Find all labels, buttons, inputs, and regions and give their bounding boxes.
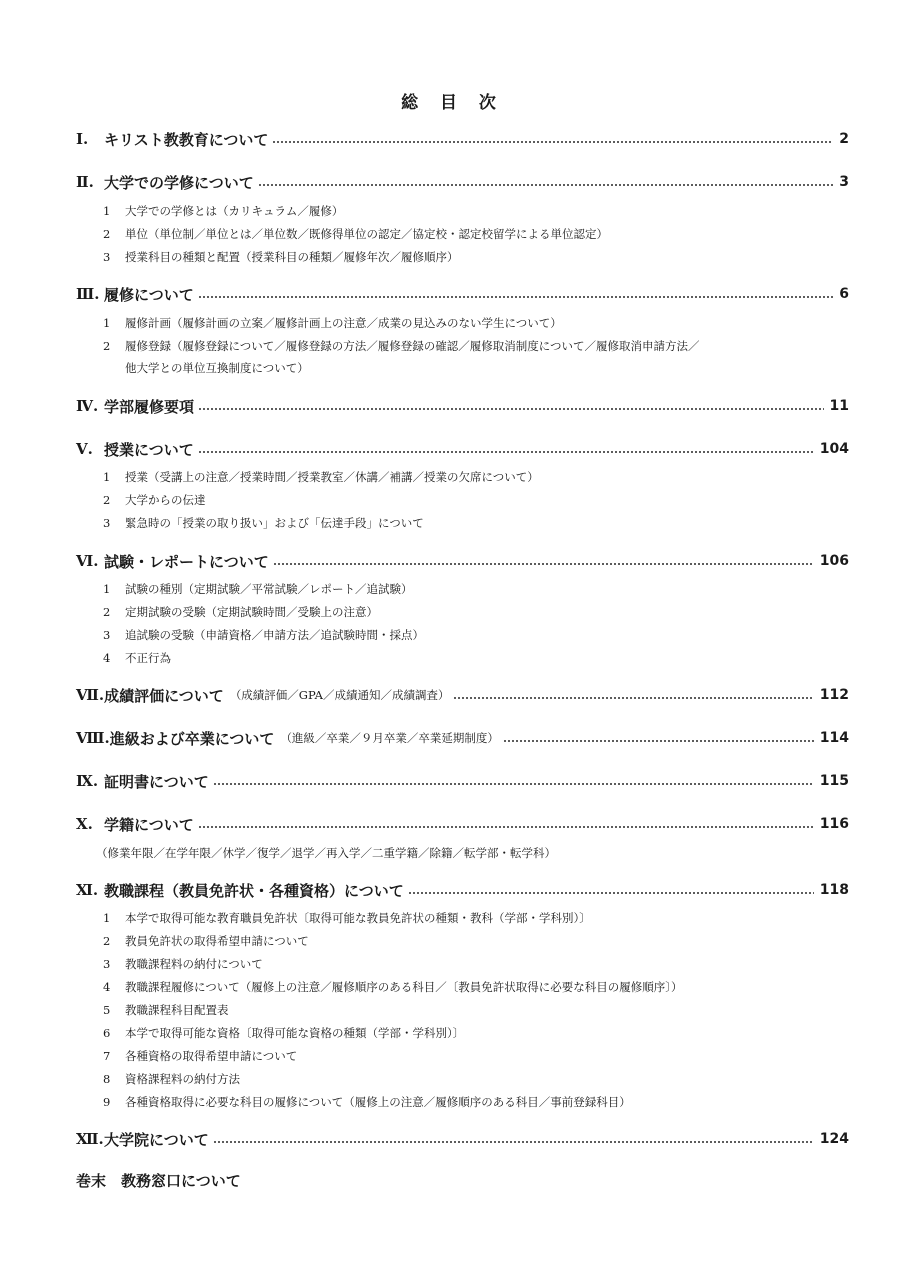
subitem-text: 履修登録（履修登録について／履修登録の方法／履修登録の確認／履修取消制度について／履修取消申請方法／ <box>125 339 700 353</box>
page-title: 総 目 次 <box>401 93 504 113</box>
section-number: Ⅺ. <box>76 881 99 899</box>
subitem-number: 2 <box>103 339 111 353</box>
dot-leader <box>272 141 833 143</box>
toc-section-7[interactable] <box>76 684 849 706</box>
subitem-number: 1 <box>103 316 111 330</box>
subitem-text: 追試験の受験（申請資格／申請方法／追試験時間・採点） <box>125 628 424 642</box>
section-title: 履修について <box>104 285 194 304</box>
toc-subitem <box>103 202 343 220</box>
subitem-number: 8 <box>103 1072 111 1086</box>
page-number: 2 <box>839 131 849 147</box>
subitem-text: 本学で取得可能な資格〔取得可能な資格の種類（学部・学科別）〕 <box>125 1026 465 1040</box>
section-number: Ⅱ. <box>76 173 94 191</box>
appendix-heading: 巻末 教務窓口について <box>76 1172 241 1190</box>
dot-leader <box>198 451 814 453</box>
section-subtitle: （進級／卒業／９月卒業／卒業延期制度） <box>280 731 499 745</box>
subitem-text: 授業科目の種類と配置（授業科目の種類／履修年次／履修順序） <box>125 250 459 264</box>
toc-subitem <box>103 626 424 644</box>
toc-section-8[interactable] <box>76 727 849 749</box>
subitem-number: 9 <box>103 1095 111 1109</box>
dot-leader <box>198 408 824 410</box>
toc-section-2[interactable] <box>76 171 849 193</box>
subitem-number: 4 <box>103 651 111 665</box>
subitem-text: 教職課程履修について（履修上の注意／履修順序のある科目／〔教員免許状取得に必要な科目の履修順序〕） <box>125 980 683 994</box>
subitem-text: 単位（単位制／単位とは／単位数／既修得単位の認定／協定校・認定校留学による単位認定） <box>125 227 608 241</box>
subitem-text: 本学で取得可能な教育職員免許状〔取得可能な教員免許状の種類・教科（学部・学科別）〕 <box>125 911 591 925</box>
page-number: 3 <box>839 174 849 190</box>
page-number: 118 <box>819 882 849 898</box>
subitem-text: 各種資格の取得希望申請について <box>125 1049 298 1063</box>
section-title: 学籍について <box>104 815 194 834</box>
toc-subitem <box>103 978 683 996</box>
dot-leader <box>453 697 813 699</box>
toc-subitem <box>103 1001 229 1019</box>
toc-subitem <box>103 580 413 598</box>
toc-subitem <box>103 1047 297 1065</box>
dot-leader <box>198 826 814 828</box>
section-title: 試験・レポートについて <box>104 552 269 571</box>
section-number: Ⅵ. <box>76 552 99 570</box>
section-title: 成績評価について <box>104 686 224 705</box>
subitem-text: 大学からの伝達 <box>125 493 206 507</box>
section-number: Ⅸ. <box>76 772 99 790</box>
subitem-text: 各種資格取得に必要な科目の履修について（履修上の注意／履修順序のある科目／事前登録科目） <box>125 1095 631 1109</box>
dot-leader <box>198 296 834 298</box>
toc-subitem <box>103 514 424 532</box>
subitem-text: 試験の種別（定期試験／平常試験／レポート／追試験） <box>125 582 413 596</box>
toc-subitem <box>103 314 562 332</box>
subitem-number: 1 <box>103 204 111 218</box>
subitem-text: 資格課程料の納付方法 <box>125 1072 240 1086</box>
page-number: 124 <box>819 1131 849 1147</box>
section-title: 大学での学修について <box>104 173 254 192</box>
dot-leader <box>213 1141 814 1143</box>
subitem-text: 教職課程料の納付について <box>125 957 263 971</box>
subitem-number: 4 <box>103 980 111 994</box>
subitem-number: 3 <box>103 516 111 530</box>
toc-subitem <box>103 955 263 973</box>
dot-leader <box>213 783 814 785</box>
subitem-text: 履修計画（履修計画の立案／履修計画上の注意／成業の見込みのない学生について） <box>125 316 562 330</box>
subitem-number: 2 <box>103 227 111 241</box>
subitem-number: 5 <box>103 1003 111 1017</box>
subitem-text: 緊急時の「授業の取り扱い」および「伝達手段」について <box>125 516 424 530</box>
toc-subitem <box>103 468 539 486</box>
toc-subitem <box>103 337 700 355</box>
dot-leader <box>273 563 814 565</box>
section-title: 教職課程（教員免許状・各種資格）について <box>104 881 404 900</box>
toc-section-10[interactable] <box>76 813 849 835</box>
toc-subitem <box>103 248 459 266</box>
subitem-number: 2 <box>103 605 111 619</box>
dot-leader <box>408 892 814 894</box>
toc-subitem <box>103 932 309 950</box>
section-subtitle: （成績評価／GPA／成績通知／成績調査） <box>229 688 450 702</box>
gakuseki-note: （修業年限／在学年限／休学／復学／退学／再入学／二重学籍／除籍／転学部・転学科） <box>96 846 556 860</box>
toc-subitem <box>103 909 591 927</box>
toc-subitem <box>103 1024 464 1042</box>
toc-subitem <box>103 603 378 621</box>
toc-section-11[interactable] <box>76 879 849 901</box>
section-title: 授業について <box>104 440 194 459</box>
subitem-number: 1 <box>103 911 111 925</box>
toc-subitem-continuation <box>103 359 309 377</box>
subitem-text: 大学での学修とは（カリキュラム／履修） <box>125 204 344 218</box>
subitem-number: 1 <box>103 582 111 596</box>
toc-subitem <box>103 1093 631 1111</box>
subitem-number: 3 <box>103 628 111 642</box>
section-title: 進級および卒業について <box>109 729 275 748</box>
subitem-number: 6 <box>103 1026 111 1040</box>
section-title: 証明書について <box>104 772 209 791</box>
section-number: Ⅷ. <box>76 729 110 747</box>
toc-section-12[interactable] <box>76 1128 849 1150</box>
subitem-text: 他大学との単位互換制度について） <box>125 361 309 375</box>
subitem-text: 定期試験の受験（定期試験時間／受験上の注意） <box>125 605 378 619</box>
page-number: 112 <box>819 687 849 703</box>
toc-subitem <box>103 649 171 667</box>
section-number: Ⅻ. <box>76 1130 104 1148</box>
page-number: 11 <box>829 398 849 414</box>
toc-section-1[interactable] <box>76 128 849 150</box>
page-number: 114 <box>819 730 849 746</box>
subitem-text: 授業（受講上の注意／授業時間／授業教室／休講／補講／授業の欠席について） <box>125 470 539 484</box>
section-number: Ⅹ. <box>76 815 93 833</box>
subitem-text: 不正行為 <box>125 651 171 665</box>
section-number: Ⅶ. <box>76 686 105 704</box>
toc-subitem <box>103 1070 240 1088</box>
subitem-number: 2 <box>103 934 111 948</box>
toc-section-4[interactable] <box>76 395 849 417</box>
toc-subitem <box>103 225 608 243</box>
toc-section-6[interactable] <box>76 550 849 572</box>
toc-section-9[interactable] <box>76 770 849 792</box>
section-title: キリスト教教育について <box>104 130 269 149</box>
section-title: 大学院について <box>104 1130 209 1149</box>
subitem-number: 2 <box>103 493 111 507</box>
subitem-number: 3 <box>103 250 111 264</box>
page-number: 104 <box>819 441 849 457</box>
subitem-number: 3 <box>103 957 111 971</box>
dot-leader <box>258 184 834 186</box>
page-number: 115 <box>819 773 849 789</box>
subitem-number: 7 <box>103 1049 111 1063</box>
toc-subitem <box>103 491 206 509</box>
page-number: 6 <box>839 286 849 302</box>
subitem-number: 1 <box>103 470 111 484</box>
dot-leader <box>503 740 814 742</box>
section-number: Ⅴ. <box>76 440 93 458</box>
page-number: 106 <box>819 553 849 569</box>
subitem-text: 教員免許状の取得希望申請について <box>125 934 309 948</box>
toc-section-3[interactable] <box>76 283 849 305</box>
toc-section-5[interactable] <box>76 438 849 460</box>
section-title: 学部履修要項 <box>104 397 195 416</box>
section-number: Ⅲ. <box>76 285 100 303</box>
section-number: Ⅳ. <box>76 397 99 415</box>
subitem-text: 教職課程科目配置表 <box>125 1003 229 1017</box>
page-number: 116 <box>819 816 849 832</box>
section-number: Ⅰ. <box>76 130 89 148</box>
